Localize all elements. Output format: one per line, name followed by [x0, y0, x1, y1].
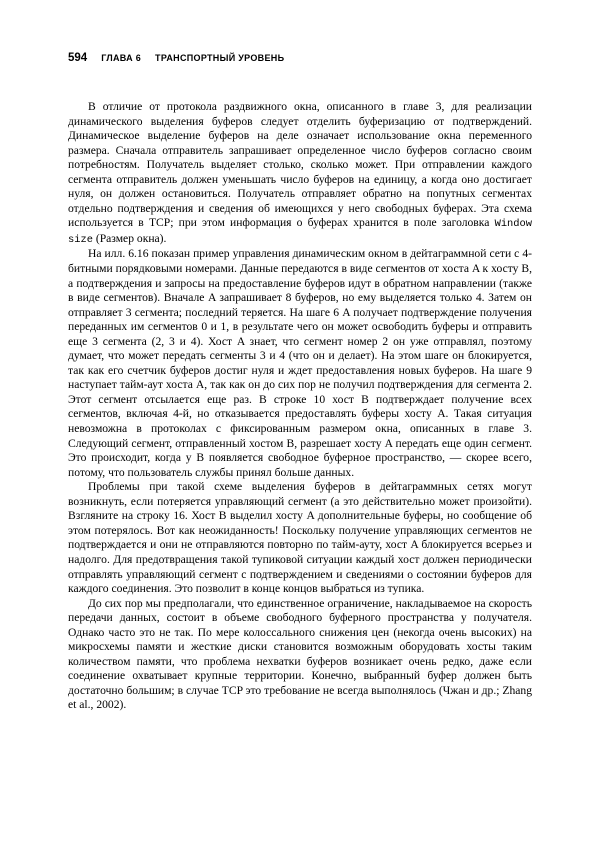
paragraph-1	[68, 100, 532, 247]
chapter-label: ГЛАВА 6	[101, 53, 142, 63]
page-header	[68, 52, 532, 64]
page-number: 594	[68, 52, 88, 64]
inline-code-window-size: Window size	[68, 218, 532, 246]
paragraph-1-text: В отличие от протокола раздвижного окна, описанного в главе 3, для реализации динамического выделения буферов следует отделить буферизацию от подтверждений. Динамическое выделение буферов на деле означает использование окна переменного размера. Сначала отправитель запрашивает определенное число буферов согласно своим потребностям. Получатель выделяет столько, сколько может. При отправлении каждого сегмента отправитель должен уменьшать число буферов на единицу, а когда оно достигает нуля, он должен остановиться. Получатель отправляет обратно на попутных сегментах отдельно подтверждения и сведения об имеющихся у него свободных буферах. Эта схема используется в TCP; при этом информация о буферах хранится в поле заголовка	[68, 100, 532, 230]
chapter-title: ТРАНСПОРТНЫЙ УРОВЕНЬ	[155, 53, 285, 63]
paragraph-3: Проблемы при такой схеме выделения буферов в дейтаграммных сетях могут возникнуть, если потеряется управляющий сегмент (а это действительно может произойти). Взгляните на строку 16. Хост B выделил хосту A дополнительные буферы, но сообщение об этом потерялось. Вот как неожиданность! Поскольку получение управляющих сегментов не подтверждается и они не отправляются повторно по тайм-ауту, хост A блокируется всерьез и надолго. Для предотвращения такой тупиковой ситуации каждый хост должен периодически отправлять управляющий сегмент с подтверждением и сведениями о состоянии буферов для каждого соединения. Это позволит в конце концов выбраться из тупика.	[68, 480, 532, 596]
page-body	[68, 100, 532, 713]
paragraph-1-tail: (Размер окна).	[92, 231, 167, 245]
paragraph-2: На илл. 6.16 показан пример управления динамическим окном в дейтаграммной сети с 4-битными порядковыми номерами. Данные передаются в виде сегментов от хоста A к хосту B, а подтверждения и запросы на предоставление буферов идут в обратном направлении (также в виде сегментов). Вначале A запрашивает 8 буферов, но ему выделяется только 4. Затем он отправляет 3 сегмента; последний теряется. На шаге 6 A получает подтверждение получения переданных им сегментов 0 и 1, в результате чего он может освободить буферы и отправить еще 3 сегмента (2, 3 и 4). Хост A знает, что сегмент номер 2 он уже отправлял, поэтому думает, что может передать сегменты 3 и 4 (что он и делает). На этом шаге он блокируется, так как его счетчик буферов достиг нуля и ждет предоставления новых буферов. На шаге 9 наступает тайм-аут хоста A, так как он до сих пор не получил подтверждения для сегмента 2. Этот сегмент отсылается еще раз. В строке 10 хост B подтверждает получение всех сегментов, включая 4-й, но отказывается предоставлять буферы хосту A. Такая ситуация невозможна в протоколах с фиксированным размером окна, описанных в главе 3. Следующий сегмент, отправленный хостом B, разрешает хосту A передать еще один сегмент. Это происходит, когда у B появляется свободное буферное пространство, — скорее всего, потому, что пользователь службы принял больше данных.	[68, 247, 532, 479]
paragraph-4: До сих пор мы предполагали, что единственное ограничение, накладываемое на скорость передачи данных, состоит в объеме свободного буферного пространства у получателя. Однако часто это не так. По мере колоссального снижения цен (некогда очень высоких) на микросхемы памяти и жесткие диски становится возможным оборудовать хосты таким количеством памяти, что проблема нехватки буферов возникает очень редко, даже если соединение охватывает крупные территории. Конечно, выбранный буфер должен быть достаточно большим; в случае TCP это требование не всегда выполнялось (Чжан и др.; Zhang et al., 2002).	[68, 596, 532, 712]
